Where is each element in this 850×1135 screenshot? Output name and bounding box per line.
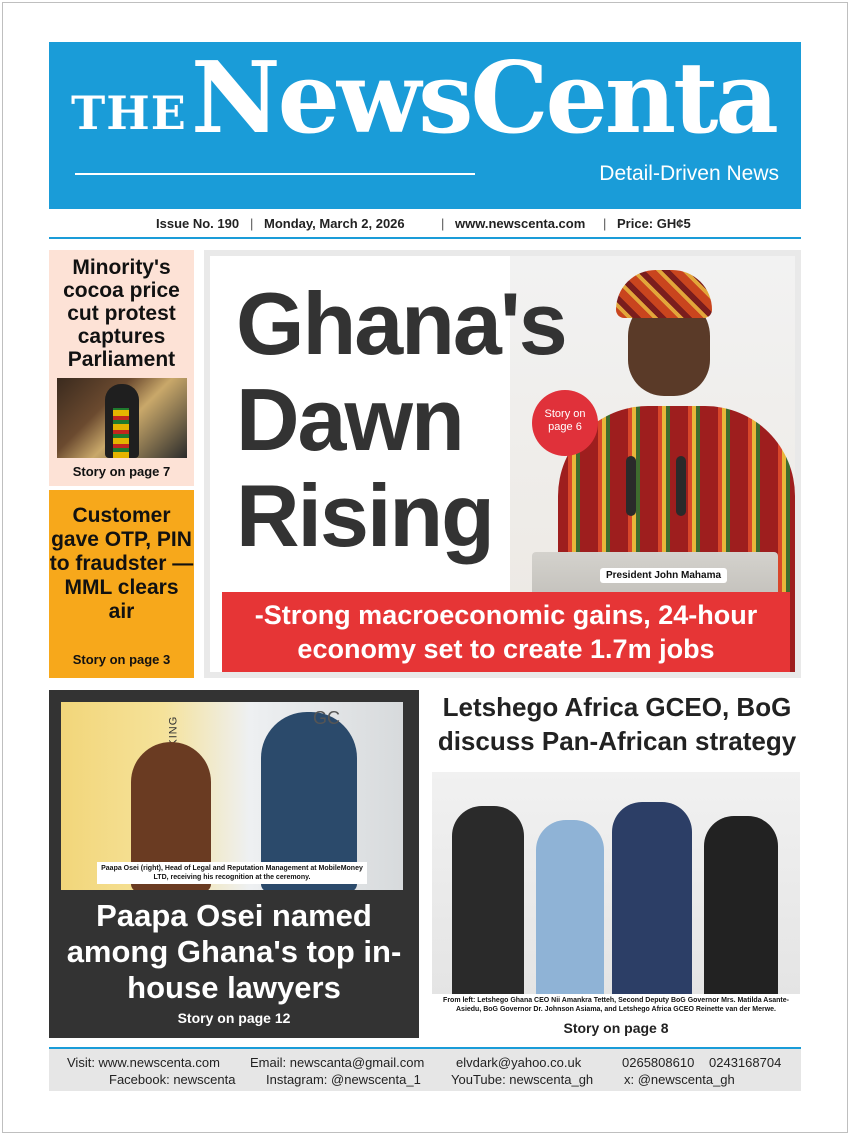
paapa-story-ref: Story on page 12 xyxy=(177,1010,291,1026)
issue-bar xyxy=(49,209,801,239)
masthead xyxy=(49,42,801,209)
lead-headline-line: Dawn xyxy=(236,370,463,469)
otp-story-box[interactable] xyxy=(49,490,194,678)
footer-email[interactable]: Email: newscanta@gmail.com xyxy=(250,1055,425,1070)
footer-youtube[interactable]: YouTube: newscenta_gh xyxy=(451,1072,594,1087)
issue-price: Price: GH¢5 xyxy=(617,215,691,231)
footer-x[interactable]: x: @newscenta_gh xyxy=(624,1072,735,1087)
footer-phone-2[interactable]: 0243168704 xyxy=(709,1055,782,1070)
president-caption: President John Mahama xyxy=(600,568,727,583)
person-figure xyxy=(452,806,524,1016)
otp-story-ref: Story on page 3 xyxy=(72,652,171,667)
footer-website[interactable]: Visit: www.newscenta.com xyxy=(67,1055,220,1070)
lead-story-badge: Story on page 6 xyxy=(532,390,598,456)
minority-headline: Minority's cocoa price cut protest captures Parliament xyxy=(63,256,180,371)
kufi-hat xyxy=(616,270,712,318)
letshego-headline[interactable]: Letshego Africa GCEO, BoG discuss Pan-African strategy xyxy=(437,692,797,756)
minority-story-ref: Story on page 7 xyxy=(72,464,171,479)
footer-facebook[interactable]: Facebook: newscenta xyxy=(109,1072,236,1087)
lead-inner xyxy=(210,256,795,672)
paapa-photo-caption: Paapa Osei (right), Head of Legal and Reputation Management at MobileMoney LTD, receiving his recognition at the ceremony. xyxy=(97,862,367,884)
lead-story[interactable] xyxy=(204,250,801,678)
issue-separator: | xyxy=(441,215,445,231)
masthead-rule xyxy=(75,173,475,175)
issue-separator: | xyxy=(250,215,254,231)
paapa-story-box[interactable] xyxy=(49,690,419,1038)
footer-email-2[interactable]: elvdark@yahoo.co.uk xyxy=(456,1055,582,1070)
microphone-icon xyxy=(626,456,636,516)
footer-instagram[interactable]: Instagram: @newscenta_1 xyxy=(266,1072,421,1087)
person-figure xyxy=(704,816,778,1016)
issue-number: Issue No. 190 xyxy=(156,215,240,231)
footer-contacts xyxy=(49,1047,801,1091)
letshego-story-ref: Story on page 8 xyxy=(563,1020,669,1036)
lead-headline-line: Ghana's xyxy=(236,274,566,373)
issue-website[interactable]: www.newscenta.com xyxy=(455,215,586,231)
issue-date: Monday, March 2, 2026 xyxy=(264,215,405,231)
masthead-the: THE xyxy=(71,86,187,140)
kente-stole xyxy=(113,408,129,458)
paapa-headline: Paapa Osei named among Ghana's top in-house lawyers xyxy=(66,898,402,1005)
footer-phone-1[interactable]: 0265808610 xyxy=(622,1055,695,1070)
masthead-tagline: Detail-Driven News xyxy=(599,162,779,185)
microphone-icon xyxy=(676,456,686,516)
letshego-photo-caption: From left: Letshego Ghana CEO Nii Amankra Tetteh, Second Deputy BoG Governor Mrs. Matilda Asante-Asiedu, BoG Governor Dr. Johnson Asiama, and Letshego Africa GCEO Reinette van der Merwe. xyxy=(432,994,800,1016)
lead-subhead: -Strong macroeconomic gains, 24-hour economy set to create 1.7m jobs xyxy=(222,592,790,672)
backdrop-logo: GC xyxy=(313,708,340,728)
paapa-photo xyxy=(61,702,403,890)
person-figure xyxy=(536,820,604,1016)
letshego-photo xyxy=(432,772,800,1016)
masthead-title: NewsCenta xyxy=(191,42,776,156)
minority-photo xyxy=(57,378,187,458)
lead-headline xyxy=(236,276,566,564)
person-figure xyxy=(612,802,692,1016)
minority-story-box[interactable] xyxy=(49,250,194,486)
issue-separator: | xyxy=(603,215,607,231)
lead-headline-line: Rising xyxy=(236,466,493,565)
otp-headline: Customer gave OTP, PIN to fraudster — MML clears air xyxy=(49,504,194,623)
